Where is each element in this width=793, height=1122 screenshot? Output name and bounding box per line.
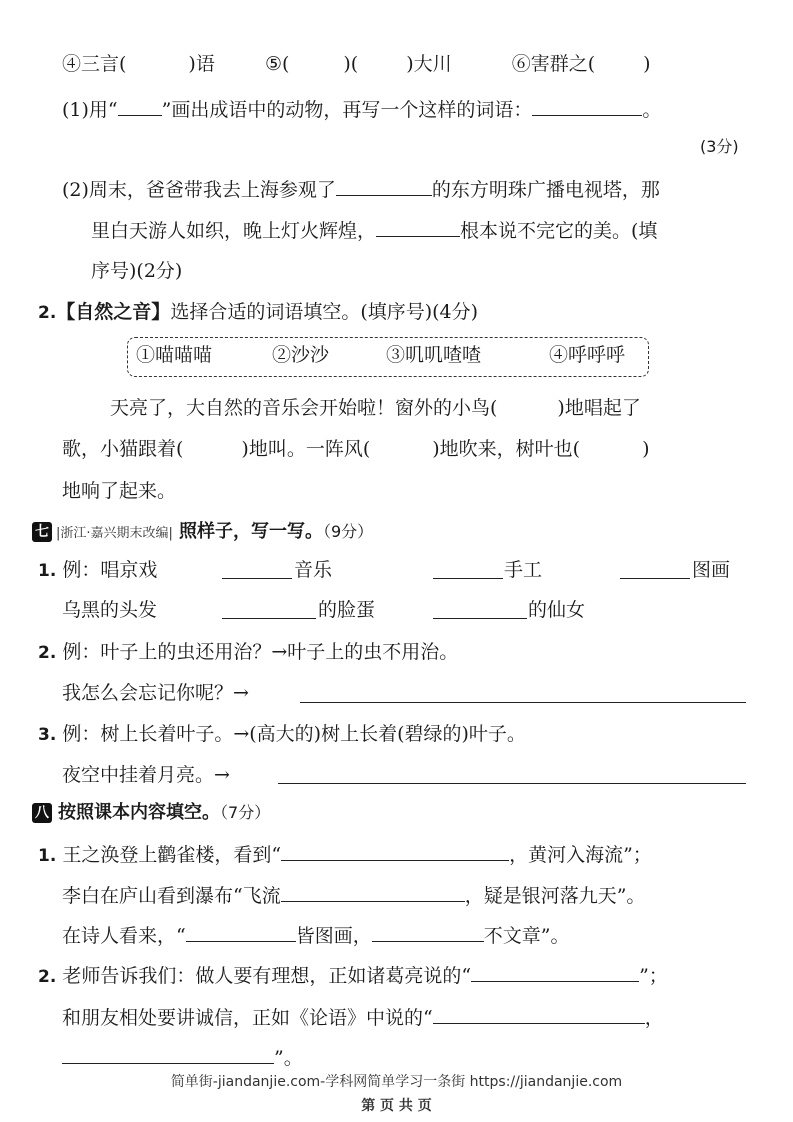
- word-drawing: 图画: [692, 559, 731, 581]
- answer-blank[interactable]: [433, 1005, 645, 1024]
- s7-q1-line1: 1. 例：唱京戏: [38, 559, 158, 581]
- word-handcraft: 手工: [504, 559, 543, 581]
- s8-q2-line2: 和朋友相处要讲诚信，正如《论语》中说的“ ，: [62, 1007, 664, 1029]
- q1-sub2-line1: (2)周末，爸爸带我去上海参观了 的东方明珠广播电视塔，那: [62, 179, 660, 201]
- q2-passage-1: 天亮了，大自然的音乐会开始啦！窗外的小鸟( )地唱起了: [110, 397, 641, 419]
- answer-blank[interactable]: [281, 883, 465, 902]
- q1-sub1: (1)用“ ”画出成语中的动物，再写一个这样的词语： 。: [62, 99, 662, 121]
- s7-q3-example: 3. 例：树上长着叶子。→(高大的)树上长着(碧绿的)叶子。: [38, 723, 526, 745]
- q2-heading: 2.【自然之音】选择合适的词语填空。(填序号)(4分): [38, 301, 479, 323]
- s7-q3-question: 夜空中挂着月亮。→: [62, 764, 230, 786]
- s8-q2-line1: 2. 老师告诉我们：做人要有理想，正如诸葛亮说的“ ”；: [38, 965, 668, 987]
- score: (3分): [700, 137, 739, 156]
- answer-line[interactable]: [300, 702, 746, 703]
- answer-blank[interactable]: [186, 923, 296, 942]
- option-2: ②沙沙: [272, 344, 330, 366]
- answer-blank[interactable]: [372, 923, 484, 942]
- answer-blank[interactable]: [62, 1045, 274, 1064]
- answer-line[interactable]: [433, 618, 527, 619]
- option-1: ①喵喵喵: [136, 344, 213, 366]
- q1-sub2-line3: 序号)(2分): [91, 260, 183, 282]
- s7-q2-example: 2. 例：叶子上的虫还用治？→叶子上的虫不用治。: [38, 641, 459, 663]
- option-3: ③叽叽喳喳: [386, 344, 482, 366]
- s8-q2-line3: ”。: [62, 1045, 303, 1070]
- section-badge: 八: [32, 803, 52, 823]
- answer-line[interactable]: [620, 578, 690, 579]
- word-music: 音乐: [294, 559, 333, 581]
- section-8-heading: 八 按照课本内容填空。（7分）: [32, 800, 270, 825]
- answer-blank[interactable]: [471, 963, 639, 982]
- s8-q1-line3: 在诗人看来，“ 皆图画， 不文章”。: [62, 925, 570, 947]
- s7-q2-question: 我怎么会忘记你呢？→: [62, 682, 249, 704]
- s8-q1-line1: 1. 王之涣登上鹳雀楼，看到“ ，黄河入海流”；: [38, 844, 652, 866]
- section-7-heading: 七 |浙江·嘉兴期末改编| 照样子，写一写。（9分）: [32, 519, 373, 546]
- answer-blank[interactable]: [376, 218, 460, 237]
- q2-passage-3: 地响了起来。: [62, 480, 177, 502]
- answer-blank[interactable]: [118, 97, 162, 116]
- answer-line[interactable]: [222, 618, 316, 619]
- word-fairy: 的仙女: [528, 599, 586, 621]
- section-badge: 七: [32, 522, 52, 542]
- s8-q1-line2: 李白在庐山看到瀑布“飞流 ，疑是银河落九天”。: [62, 885, 646, 907]
- q2-passage-2: 歌，小猫跟着( )地叫。一阵风( )地吹来，树叶也( ): [62, 438, 650, 460]
- word-face: 的脸蛋: [318, 599, 376, 621]
- q1-sub2-line2: 里白天游人如织，晚上灯火辉煌， 根本说不完它的美。(填: [91, 220, 658, 242]
- answer-line[interactable]: [278, 783, 746, 784]
- answer-blank[interactable]: [532, 97, 642, 116]
- answer-blank[interactable]: [281, 842, 509, 861]
- option-4: ④呼呼呼: [549, 344, 626, 366]
- answer-line[interactable]: [433, 578, 503, 579]
- idiom-line: ④三言( )语 ⑤( )( )大川 ⑥害群之( ): [62, 53, 651, 75]
- page-number: 第 页 共 页: [361, 1098, 432, 1114]
- answer-blank[interactable]: [336, 177, 432, 196]
- s7-q1-line2: 乌黑的头发: [62, 599, 158, 621]
- watermark-text: 简单街-jiandanjie.com-学科网简单学习一条街 https://jiandanjie.com: [170, 1074, 623, 1090]
- answer-line[interactable]: [222, 578, 292, 579]
